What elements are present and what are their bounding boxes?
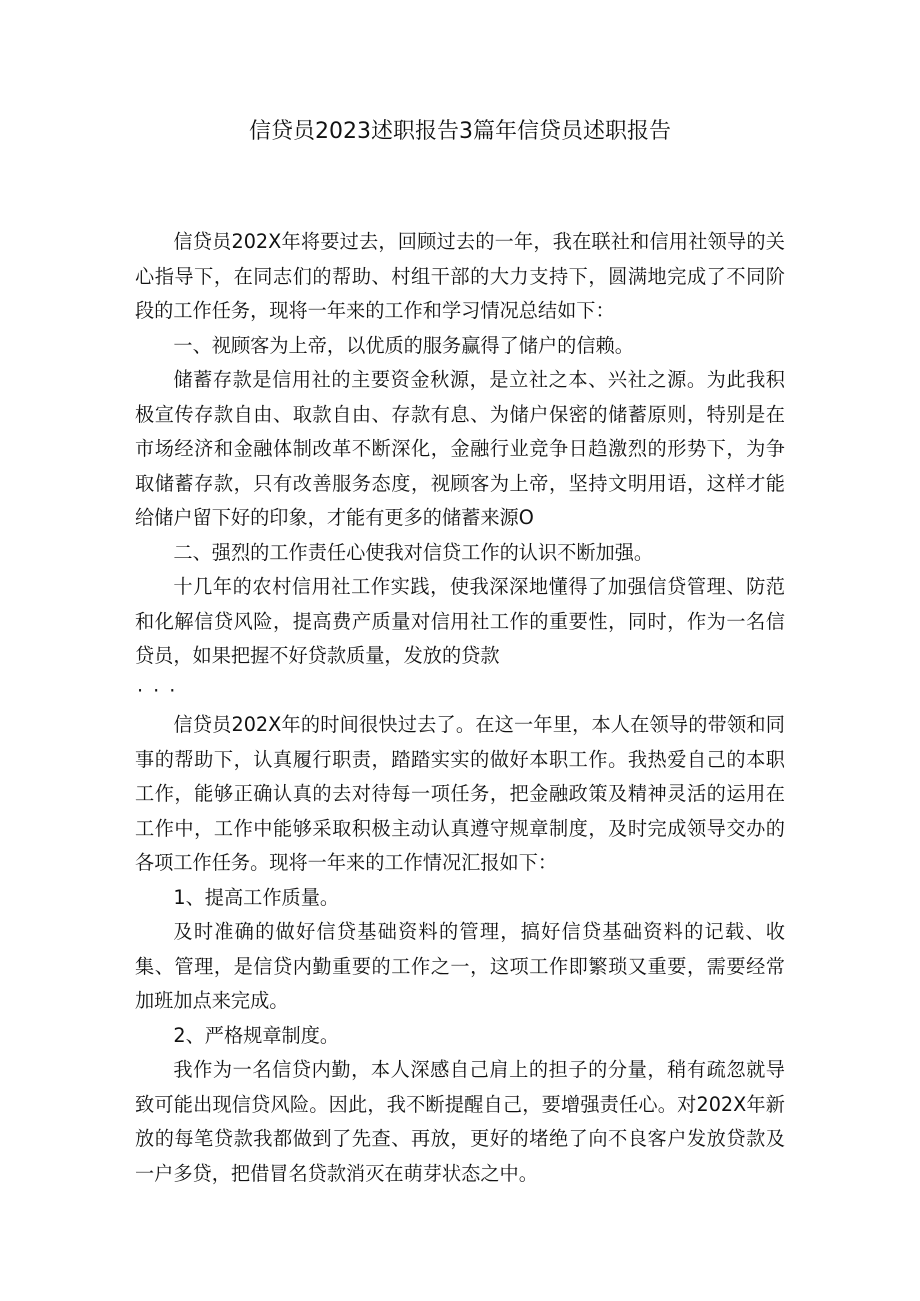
paragraph: 十几年的农村信用社工作实践，使我深深地懂得了加强信贷管理、防范和化解信贷风险，提高费产质量对信用社工作的重要性，同时，作为一名信贷员，如果把握不好贷款质量，发放的贷款: [135, 575, 785, 667]
paragraph: 及时准确的做好信贷基础资料的管理，搞好信贷基础资料的记载、收集、管理，是信贷内勤重要的工作之一，这项工作即繁琐又重要，需要经常加班加点来完成。: [135, 920, 785, 1012]
document-title: 信贷员2023述职报告3篇年信贷员述职报告: [249, 119, 671, 144]
section-heading-1: 一、视顾客为上帝，以优质的服务赢得了储户的信赖。: [173, 333, 634, 357]
section-heading-2: 二、强烈的工作责任心使我对信贷工作的认识不断加强。: [173, 540, 654, 564]
list-heading-2: 2、严格规章制度。: [173, 1023, 340, 1047]
ellipsis-separator: ···: [137, 678, 186, 702]
paragraph-intro-2: 信贷员202X年的时间很快过去了。在这一年里，本人在领导的带领和同事的帮助下，认真履行职责，踏踏实实的做好本职工作。我热爱自己的本职工作，能够正确认真的去对待每一项任务，把金融政策及精神灵活的运用在工作中，工作中能够采取积极主动认真遵守规章制度，及时完成领导交办的各项工作任务。现将一年来的工作情况汇报如下：: [135, 713, 785, 874]
paragraph: 储蓄存款是信用社的主要资金秋源，是立社之本、兴社之源。为此我积极宣传存款自由、取款自由、存款有息、为储户保密的储蓄原则，特别是在市场经济和金融体制改革不断深化，金融行业竞争日趋激烈的形势下，为争取储蓄存款，只有改善服务态度，视顾客为上帝，坚持文明用语，这样才能给储户留下好的印象，才能有更多的储蓄来源O: [135, 368, 785, 529]
paragraph-intro: 信贷员202X年将要过去，回顾过去的一年，我在联社和信用社领导的关心指导下，在同志们的帮助、村组干部的大力支持下，圆满地完成了不同阶段的工作任务，现将一年来的工作和学习情况总结如下：: [135, 230, 785, 322]
list-heading-1: 1、提高工作质量。: [173, 885, 340, 909]
paragraph: 我作为一名信贷内勤，本人深感自己肩上的担子的分量，稍有疏忽就导致可能出现信贷风险。因此，我不断提醒自己，要增强责任心。对202X年新放的每笔贷款我都做到了先查、再放，更好的堵绝了向不良客户发放贷款及一户多贷，把借冒名贷款消灭在萌芽状态之中。: [135, 1058, 785, 1185]
document-body: [135, 225, 785, 1191]
